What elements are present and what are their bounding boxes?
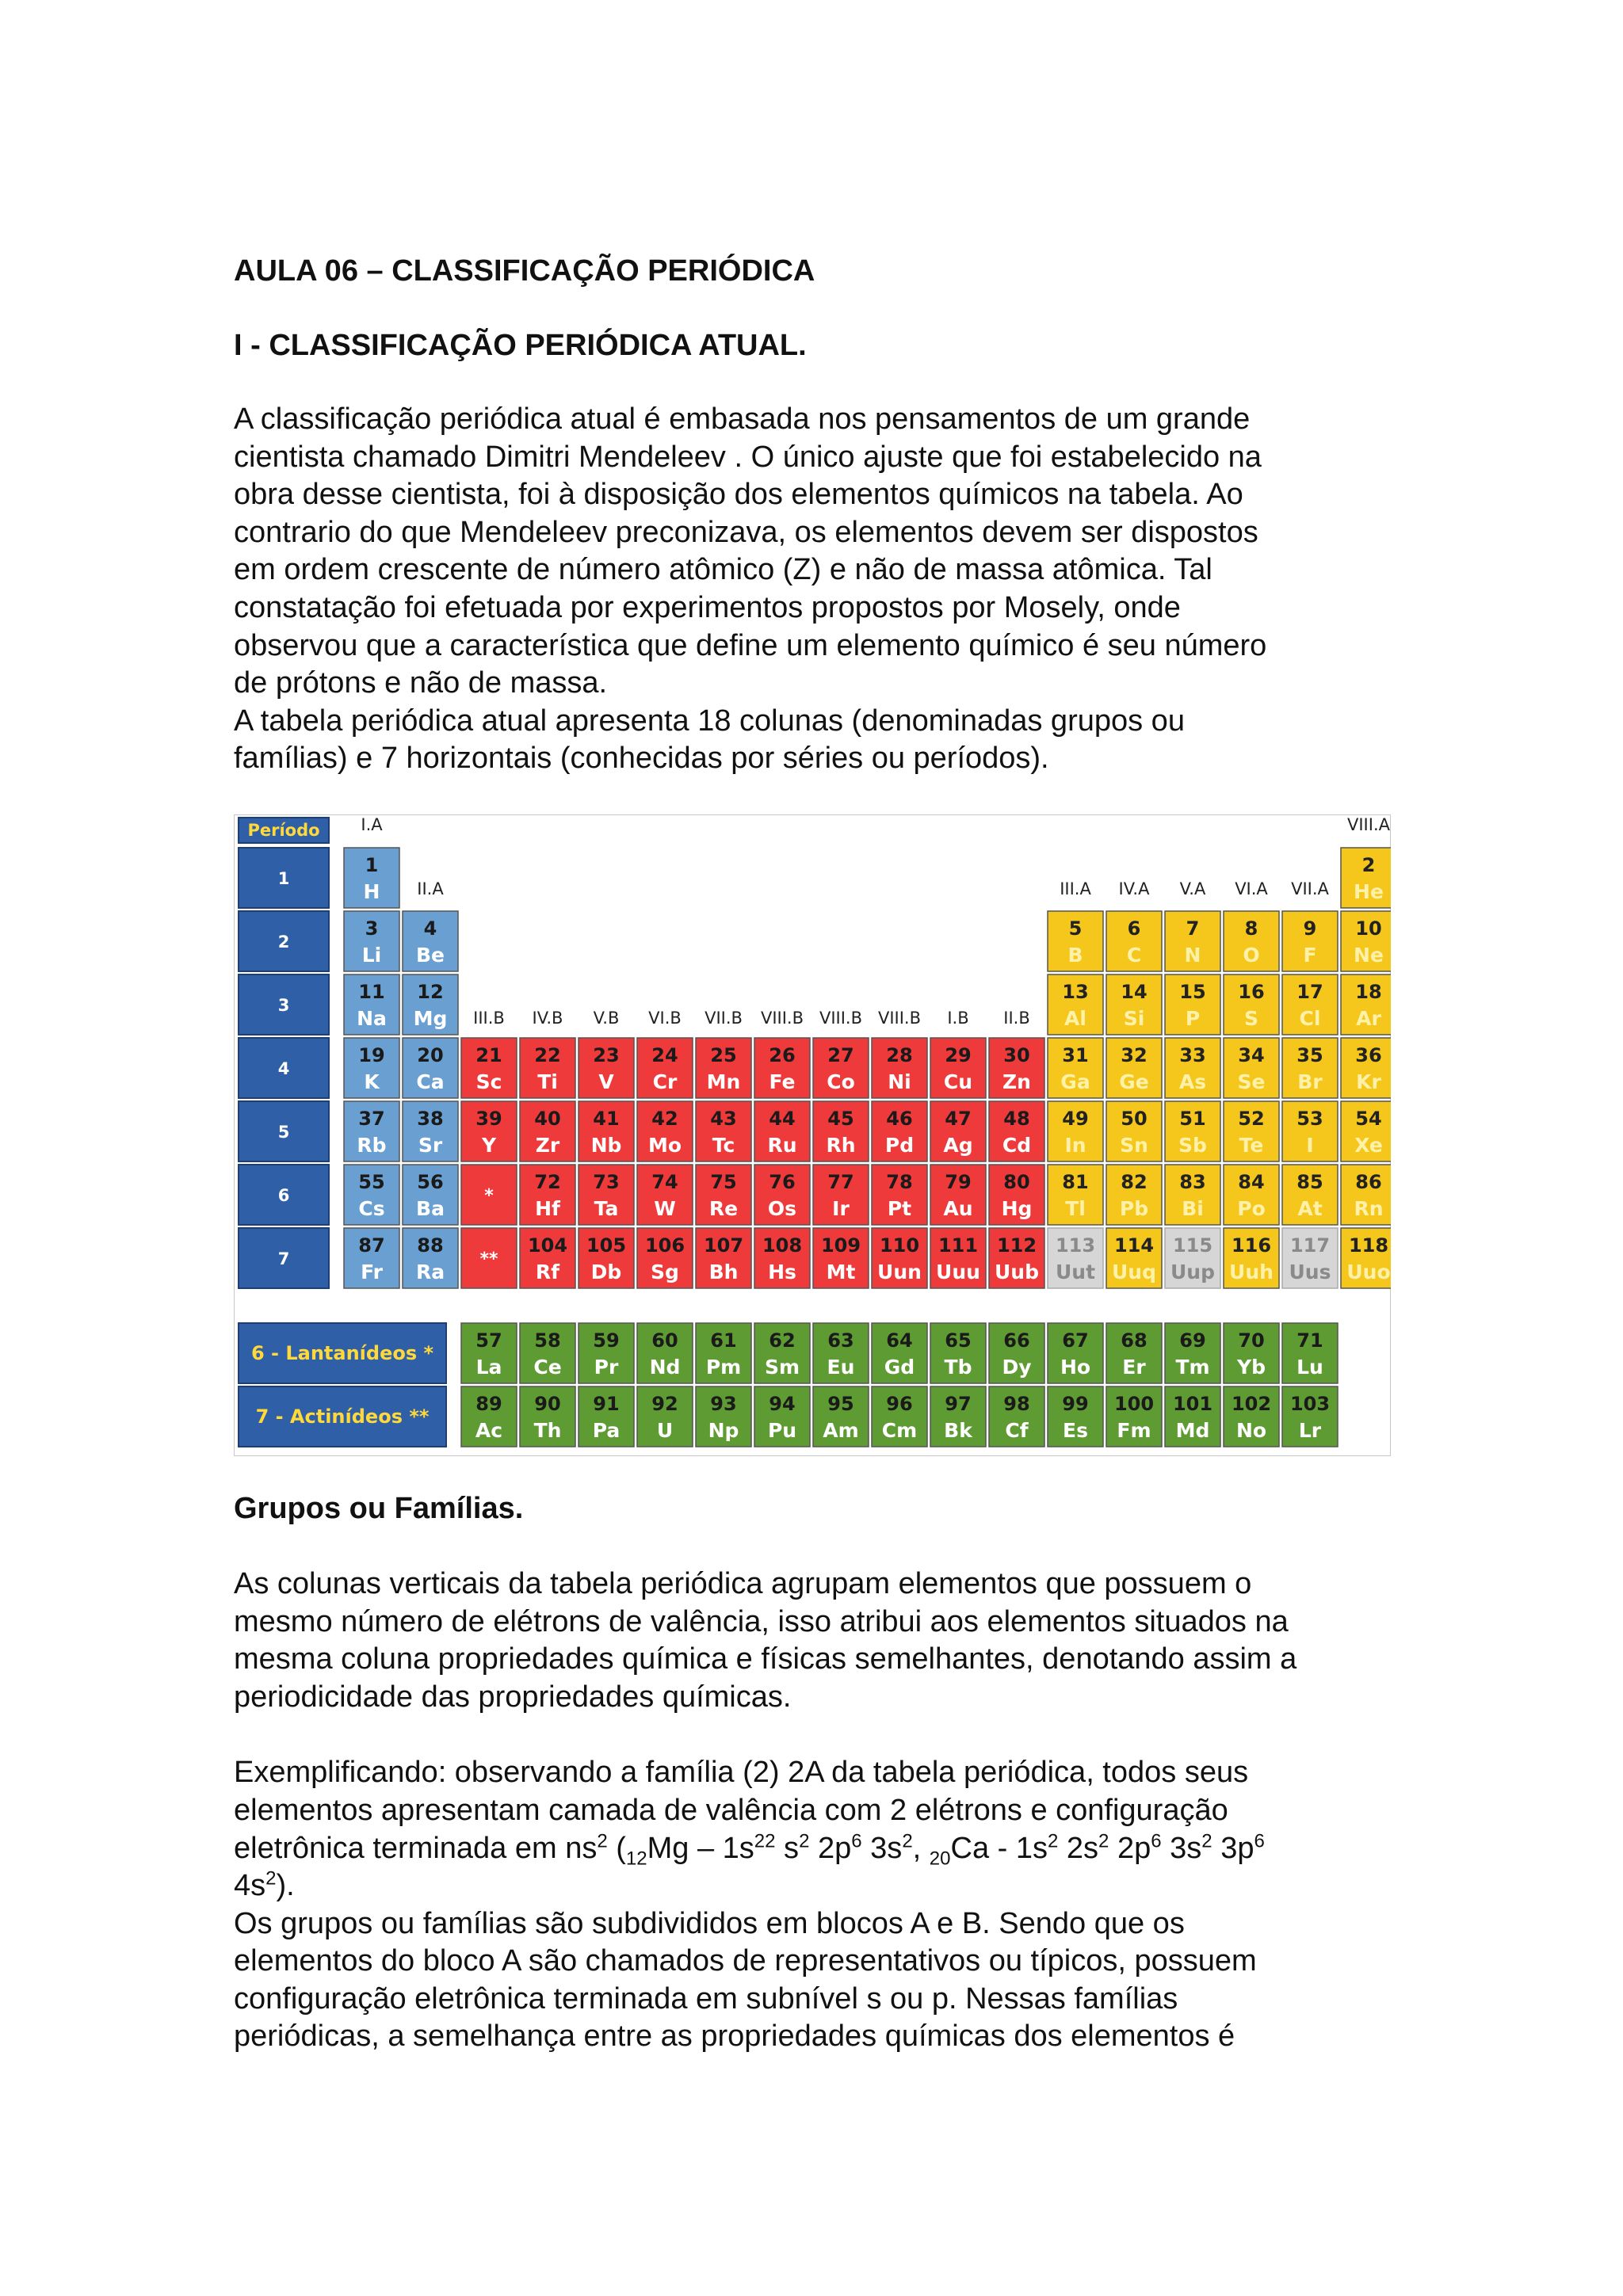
text-line: A tabela periódica atual apresenta 18 colunas (denominadas grupos ou	[234, 704, 1185, 738]
element-symbol: Te	[1239, 1133, 1264, 1157]
element-symbol: Pr	[594, 1355, 619, 1379]
element-symbol: Hs	[768, 1260, 796, 1283]
element-symbol: Ra	[415, 1260, 445, 1283]
text-line: periódicas, a semelhança entre as propriedades químicas dos elementos é	[234, 2019, 1235, 2054]
atomic-number: 27	[827, 1043, 854, 1066]
atomic-number: 47	[945, 1107, 972, 1130]
element-symbol: B	[1067, 943, 1083, 967]
element-symbol: Sg	[651, 1260, 679, 1283]
text-line: A classificação periódica atual é embasada nos pensamentos de um grande	[234, 402, 1251, 436]
atomic-number: 59	[593, 1329, 620, 1352]
atomic-number: 37	[358, 1107, 385, 1130]
group-label: III.B	[473, 1008, 505, 1028]
text-line: elementos do bloco A são chamados de representativos ou típicos, possuem	[234, 1944, 1257, 1978]
atomic-number: 115	[1172, 1234, 1213, 1257]
atomic-number: 87	[358, 1234, 385, 1257]
element-symbol: Co	[827, 1070, 855, 1093]
atomic-number: 12	[417, 980, 444, 1003]
element-symbol: Uus	[1289, 1260, 1331, 1283]
element-symbol: Al	[1064, 1006, 1086, 1030]
atomic-number: 114	[1113, 1234, 1155, 1257]
atomic-number: 58	[534, 1329, 561, 1352]
element-symbol: Uut	[1055, 1260, 1096, 1283]
element-symbol: Th	[533, 1418, 562, 1442]
group-label: I.A	[361, 814, 383, 834]
atomic-number: 20	[417, 1043, 444, 1066]
element-symbol: Pd	[884, 1133, 915, 1157]
element-symbol: Cs	[358, 1196, 385, 1220]
element-symbol: K	[364, 1070, 380, 1093]
atomic-number: 72	[534, 1170, 561, 1193]
text-line: periodicidade das propriedades químicas.	[234, 1680, 792, 1714]
element-symbol: Pm	[705, 1355, 742, 1379]
config-line: eletrônica terminada em $ns^2$ ($_{12}Mg - 1s^{22}$ $s^2$ $2p^6$ $3s^2$, $_{20}Ca - 1s^2$ $2s^2$ $2p^6$ $3s^2$ $3p^6$	[234, 1829, 1265, 1870]
element-symbol: In	[1064, 1133, 1086, 1157]
atomic-number: 68	[1121, 1329, 1148, 1352]
group-label: III.A	[1060, 879, 1091, 898]
atomic-number: 88	[417, 1234, 444, 1257]
element-symbol: Cu	[943, 1070, 973, 1093]
element-symbol: Lu	[1296, 1355, 1323, 1379]
series-marker: **	[479, 1249, 498, 1269]
element-symbol: Yb	[1237, 1355, 1266, 1379]
group-label: VII.B	[705, 1008, 743, 1028]
element-symbol: Li	[361, 943, 382, 967]
atomic-number: 81	[1062, 1170, 1089, 1193]
element-symbol: Pb	[1119, 1196, 1149, 1220]
element-symbol: Mt	[826, 1260, 856, 1283]
atomic-number: 13	[1062, 980, 1089, 1003]
atomic-number: 51	[1179, 1107, 1206, 1130]
element-symbol: Ac	[475, 1418, 503, 1442]
element-symbol: Hf	[535, 1196, 560, 1220]
atomic-number: 5	[1068, 917, 1083, 940]
atomic-number: 97	[945, 1392, 972, 1415]
group-label: V.A	[1179, 879, 1206, 898]
atomic-number: 104	[527, 1234, 568, 1257]
atomic-number: 79	[945, 1170, 972, 1193]
element-symbol: Sn	[1120, 1133, 1148, 1157]
element-symbol: Pa	[592, 1418, 621, 1442]
group-label: VI.B	[648, 1008, 682, 1028]
group-label: VII.A	[1291, 879, 1329, 898]
atomic-number: 53	[1296, 1107, 1323, 1130]
element-symbol: Be	[415, 943, 445, 967]
atomic-number: 75	[710, 1170, 737, 1193]
atomic-number: 16	[1238, 980, 1265, 1003]
element-symbol: Nb	[590, 1133, 622, 1157]
atomic-number: 1	[365, 853, 379, 876]
text-line: As colunas verticais da tabela periódica agrupam elementos que possuem o	[234, 1566, 1252, 1600]
element-symbol: Dy	[1002, 1355, 1032, 1379]
atomic-number: 61	[710, 1329, 737, 1352]
atomic-number: 83	[1179, 1170, 1206, 1193]
element-symbol: P	[1185, 1006, 1201, 1030]
element-symbol: Sc	[475, 1070, 502, 1093]
atomic-number: 76	[769, 1170, 796, 1193]
element-symbol: Fm	[1117, 1418, 1151, 1442]
atomic-number: 30	[1003, 1043, 1030, 1066]
element-symbol: Ga	[1060, 1070, 1090, 1093]
text-line: observou que a característica que define um elemento químico é seu número	[234, 628, 1267, 662]
text-line: contrario do que Mendeleev preconizava, os elementos devem ser dispostos	[234, 515, 1258, 549]
element-symbol: Zn	[1002, 1070, 1031, 1093]
element-symbol: Lr	[1298, 1418, 1322, 1442]
atomic-number: 71	[1296, 1329, 1323, 1352]
group-label: VI.A	[1235, 879, 1268, 898]
periodic-table	[234, 814, 1391, 1456]
element-symbol: Rn	[1354, 1196, 1384, 1220]
series-label: 6 - Lantanídeos *	[250, 1341, 434, 1364]
element-symbol: Tl	[1065, 1196, 1086, 1220]
atomic-number: 65	[945, 1329, 972, 1352]
atomic-number: 32	[1121, 1043, 1148, 1066]
atomic-number: 2	[1361, 853, 1376, 876]
group-label: VIII.B	[819, 1008, 863, 1028]
element-symbol: Xe	[1354, 1133, 1383, 1157]
config-line: $4s^2$).	[234, 1867, 295, 1903]
atomic-number: 56	[417, 1170, 444, 1193]
element-symbol: Uuq	[1112, 1260, 1156, 1283]
element-symbol: O	[1243, 943, 1260, 967]
atomic-number: 62	[769, 1329, 796, 1352]
text-line: famílias) e 7 horizontais (conhecidas por séries ou períodos).	[234, 742, 1049, 776]
atomic-number: 105	[586, 1234, 627, 1257]
atomic-number: 86	[1355, 1170, 1382, 1193]
text-line: Os grupos ou famílias são subdivididos em blocos A e B. Sendo que os	[234, 1906, 1185, 1940]
atomic-number: 106	[644, 1234, 685, 1257]
atomic-number: 73	[593, 1170, 620, 1193]
atomic-number: 107	[703, 1234, 744, 1257]
atomic-number: 41	[593, 1107, 620, 1130]
atomic-number: 4	[423, 917, 437, 940]
atomic-number: 108	[762, 1234, 803, 1257]
page-title: AULA 06 – CLASSIFICAÇÃO PERIÓDICA	[234, 254, 815, 288]
element-symbol: La	[475, 1355, 502, 1379]
series-marker: *	[484, 1185, 494, 1206]
text-line: configuração eletrônica terminada em subnível s ou p. Nessas famílias	[234, 1981, 1178, 2016]
atomic-number: 29	[945, 1043, 972, 1066]
element-symbol: Uuo	[1346, 1260, 1391, 1283]
element-symbol: Zr	[535, 1133, 560, 1157]
atomic-number: 38	[417, 1107, 444, 1130]
element-symbol: Sb	[1178, 1133, 1207, 1157]
group-label: VIII.B	[877, 1008, 922, 1028]
element-symbol: Hg	[1001, 1196, 1033, 1220]
group-label: IV.B	[532, 1008, 563, 1028]
intro-paragraph	[234, 401, 1403, 778]
element-symbol: Ru	[767, 1133, 797, 1157]
atomic-number: 91	[593, 1392, 620, 1415]
period-number: 5	[277, 1122, 290, 1142]
group-label: VIII.A	[1347, 814, 1390, 834]
element-symbol: Mn	[706, 1070, 741, 1093]
period-header-label: Período	[247, 820, 320, 840]
atomic-number: 96	[886, 1392, 913, 1415]
element-symbol: Er	[1122, 1355, 1146, 1379]
atomic-number: 80	[1003, 1170, 1030, 1193]
element-symbol: Ho	[1060, 1355, 1091, 1379]
group-label: IV.A	[1118, 879, 1150, 898]
atomic-number: 46	[886, 1107, 913, 1130]
element-symbol: Y	[481, 1133, 497, 1157]
atomic-number: 9	[1303, 917, 1317, 940]
element-symbol: Rf	[535, 1260, 560, 1283]
atomic-number: 103	[1289, 1392, 1331, 1415]
atomic-number: 118	[1348, 1234, 1389, 1257]
element-symbol: Tb	[944, 1355, 972, 1379]
element-symbol: Na	[357, 1006, 387, 1030]
atomic-number: 93	[710, 1392, 737, 1415]
atomic-number: 113	[1055, 1234, 1096, 1257]
text-line: cientista chamado Dimitri Mendeleev . O único ajuste que foi estabelecido na	[234, 440, 1262, 474]
atomic-number: 44	[769, 1107, 796, 1130]
element-symbol: Np	[708, 1418, 739, 1442]
element-symbol: Br	[1297, 1070, 1323, 1093]
atomic-number: 57	[475, 1329, 502, 1352]
atomic-number: 8	[1244, 917, 1258, 940]
element-symbol: N	[1184, 943, 1201, 967]
element-symbol: I	[1306, 1133, 1314, 1157]
element-symbol: Uuu	[936, 1260, 980, 1283]
element-symbol: No	[1235, 1418, 1267, 1442]
element-symbol: Ti	[537, 1070, 558, 1093]
element-symbol: He	[1354, 879, 1384, 903]
atomic-number: 11	[358, 980, 385, 1003]
element-symbol: Eu	[827, 1355, 855, 1379]
element-symbol: Fr	[361, 1260, 383, 1283]
period-number: 2	[277, 932, 290, 952]
page-content	[234, 252, 1403, 2056]
period-number: 6	[277, 1185, 290, 1205]
group-label: I.B	[947, 1008, 969, 1028]
element-symbol: F	[1303, 943, 1317, 967]
element-symbol: Re	[708, 1196, 739, 1220]
atomic-number: 63	[827, 1329, 854, 1352]
atomic-number: 14	[1121, 980, 1148, 1003]
element-symbol: Ce	[533, 1355, 562, 1379]
series-label: 7 - Actinídeos **	[255, 1405, 430, 1428]
group-label: VIII.B	[760, 1008, 804, 1028]
atomic-number: 22	[534, 1043, 561, 1066]
element-symbol: Tc	[712, 1133, 735, 1157]
atomic-number: 34	[1238, 1043, 1265, 1066]
group-label: II.B	[1003, 1008, 1030, 1028]
element-symbol: Uun	[877, 1260, 922, 1283]
atomic-number: 112	[996, 1234, 1037, 1257]
atomic-number: 7	[1186, 917, 1200, 940]
element-symbol: Ca	[416, 1070, 445, 1093]
atomic-number: 10	[1355, 917, 1382, 940]
atomic-number: 54	[1355, 1107, 1382, 1130]
text-line: mesmo número de elétrons de valência, isso atribui aos elementos situados na	[234, 1604, 1289, 1638]
atomic-number: 3	[365, 917, 379, 940]
atomic-number: 43	[710, 1107, 737, 1130]
atomic-number: 6	[1127, 917, 1141, 940]
atomic-number: 50	[1121, 1107, 1148, 1130]
atomic-number: 31	[1062, 1043, 1089, 1066]
element-symbol: Ir	[832, 1196, 850, 1220]
atomic-number: 92	[651, 1392, 678, 1415]
element-symbol: Tm	[1175, 1355, 1210, 1379]
element-symbol: At	[1297, 1196, 1323, 1220]
atomic-number: 36	[1355, 1043, 1382, 1066]
element-symbol: S	[1243, 1006, 1259, 1030]
atomic-number: 78	[886, 1170, 913, 1193]
element-symbol: H	[363, 879, 380, 903]
atomic-number: 28	[886, 1043, 913, 1066]
atomic-number: 26	[769, 1043, 796, 1066]
element-symbol: Db	[590, 1260, 622, 1283]
element-symbol: Ni	[888, 1070, 911, 1093]
element-symbol: U	[656, 1418, 674, 1442]
element-symbol: Rh	[826, 1133, 856, 1157]
group-label: II.A	[417, 879, 444, 898]
atomic-number: 70	[1238, 1329, 1265, 1352]
atomic-number: 99	[1062, 1392, 1089, 1415]
element-symbol: Ba	[416, 1196, 445, 1220]
atomic-number: 110	[879, 1234, 920, 1257]
text-line: em ordem crescente de número atômico (Z) e não de massa atômica. Tal	[234, 553, 1212, 587]
atomic-number: 24	[651, 1043, 678, 1066]
text-line: constatação foi efetuada por experimentos propostos por Mosely, onde	[234, 590, 1181, 624]
element-symbol: Kr	[1356, 1070, 1381, 1093]
element-symbol: Pu	[767, 1418, 797, 1442]
atomic-number: 82	[1121, 1170, 1148, 1193]
element-symbol: Au	[943, 1196, 973, 1220]
atomic-number: 111	[938, 1234, 979, 1257]
element-symbol: Md	[1175, 1418, 1210, 1442]
element-symbol: Sr	[418, 1133, 443, 1157]
element-symbol: Uuh	[1229, 1260, 1274, 1283]
element-symbol: Nd	[649, 1355, 681, 1379]
atomic-number: 74	[651, 1170, 678, 1193]
element-symbol: Cd	[1002, 1133, 1032, 1157]
atomic-number: 55	[358, 1170, 385, 1193]
element-symbol: Cf	[1005, 1418, 1029, 1442]
element-symbol: Si	[1123, 1006, 1145, 1030]
element-symbol: Ne	[1354, 943, 1384, 967]
atomic-number: 40	[534, 1107, 561, 1130]
group-label: V.B	[593, 1008, 620, 1028]
atomic-number: 35	[1296, 1043, 1323, 1066]
element-symbol: Ta	[594, 1196, 619, 1220]
element-symbol: Rb	[357, 1133, 387, 1157]
atomic-number: 84	[1238, 1170, 1265, 1193]
atomic-number: 42	[651, 1107, 678, 1130]
element-symbol: Bi	[1182, 1196, 1204, 1220]
element-symbol: Cr	[652, 1070, 678, 1093]
atomic-number: 23	[593, 1043, 620, 1066]
atomic-number: 67	[1062, 1329, 1089, 1352]
element-symbol: Ag	[943, 1133, 973, 1157]
atomic-number: 116	[1231, 1234, 1272, 1257]
element-symbol: Se	[1237, 1070, 1266, 1093]
element-symbol: Gd	[884, 1355, 915, 1379]
element-symbol: Cm	[881, 1418, 918, 1442]
atomic-number: 94	[769, 1392, 796, 1415]
atomic-number: 18	[1355, 980, 1382, 1003]
atomic-number: 109	[820, 1234, 861, 1257]
atomic-number: 25	[710, 1043, 737, 1066]
period-number: 7	[277, 1249, 290, 1268]
atomic-number: 100	[1113, 1392, 1155, 1415]
atomic-number: 39	[475, 1107, 502, 1130]
atomic-number: 19	[358, 1043, 385, 1066]
atomic-number: 77	[827, 1170, 854, 1193]
element-symbol: Ar	[1356, 1006, 1381, 1030]
text-line: obra desse cientista, foi à disposição dos elementos químicos na tabela. Ao	[234, 478, 1243, 512]
atomic-number: 45	[827, 1107, 854, 1130]
element-symbol: Os	[767, 1196, 797, 1220]
element-symbol: Bk	[944, 1418, 972, 1442]
element-symbol: Fe	[769, 1070, 796, 1093]
periodic-table-figure	[234, 814, 1391, 1456]
atomic-number: 89	[475, 1392, 502, 1415]
element-symbol: Mo	[647, 1133, 682, 1157]
groups-paragraph	[234, 1566, 1403, 1716]
atomic-number: 95	[827, 1392, 854, 1415]
element-symbol: W	[654, 1196, 676, 1220]
atomic-number: 117	[1289, 1234, 1331, 1257]
section-title-grupos: Grupos ou Famílias.	[234, 1491, 524, 1525]
element-symbol: As	[1178, 1070, 1207, 1093]
element-symbol: Am	[823, 1418, 859, 1442]
element-symbol: Uup	[1170, 1260, 1215, 1283]
element-symbol: Sm	[764, 1355, 800, 1379]
element-symbol: V	[598, 1070, 614, 1093]
period-number: 3	[277, 995, 290, 1015]
period-number: 1	[277, 868, 290, 888]
text-line: mesma coluna propriedades química e físicas semelhantes, denotando assim a	[234, 1642, 1297, 1676]
element-symbol: Ge	[1119, 1070, 1149, 1093]
atomic-number: 15	[1179, 980, 1206, 1003]
atomic-number: 98	[1003, 1392, 1030, 1415]
element-symbol: Mg	[413, 1006, 448, 1030]
atomic-number: 49	[1062, 1107, 1089, 1130]
element-symbol: C	[1126, 943, 1142, 967]
element-symbol: Uub	[995, 1260, 1039, 1283]
atomic-number: 52	[1238, 1107, 1265, 1130]
atomic-number: 21	[475, 1043, 502, 1066]
atomic-number: 69	[1179, 1329, 1206, 1352]
element-symbol: Es	[1063, 1418, 1088, 1442]
element-symbol: Bh	[708, 1260, 739, 1283]
section-title-classificacao: I - CLASSIFICAÇÃO PERIÓDICA ATUAL.	[234, 329, 807, 362]
atomic-number: 66	[1003, 1329, 1030, 1352]
period-number: 4	[277, 1058, 290, 1078]
example-paragraph	[234, 1754, 1403, 2056]
text-line: de prótons e não de massa.	[234, 666, 608, 700]
text-line: elementos apresentam camada de valência com 2 elétrons e configuração	[234, 1793, 1228, 1827]
text-line: Exemplificando: observando a família (2) 2A da tabela periódica, todos seus	[234, 1756, 1249, 1790]
atomic-number: 33	[1179, 1043, 1206, 1066]
atomic-number: 101	[1172, 1392, 1213, 1415]
atomic-number: 64	[886, 1329, 913, 1352]
atomic-number: 102	[1231, 1392, 1272, 1415]
atomic-number: 85	[1296, 1170, 1323, 1193]
element-symbol: Pt	[887, 1196, 912, 1220]
atomic-number: 48	[1003, 1107, 1030, 1130]
atomic-number: 17	[1296, 980, 1323, 1003]
element-symbol: Po	[1237, 1196, 1266, 1220]
atomic-number: 60	[651, 1329, 678, 1352]
atomic-number: 90	[534, 1392, 561, 1415]
element-symbol: Cl	[1299, 1006, 1321, 1030]
